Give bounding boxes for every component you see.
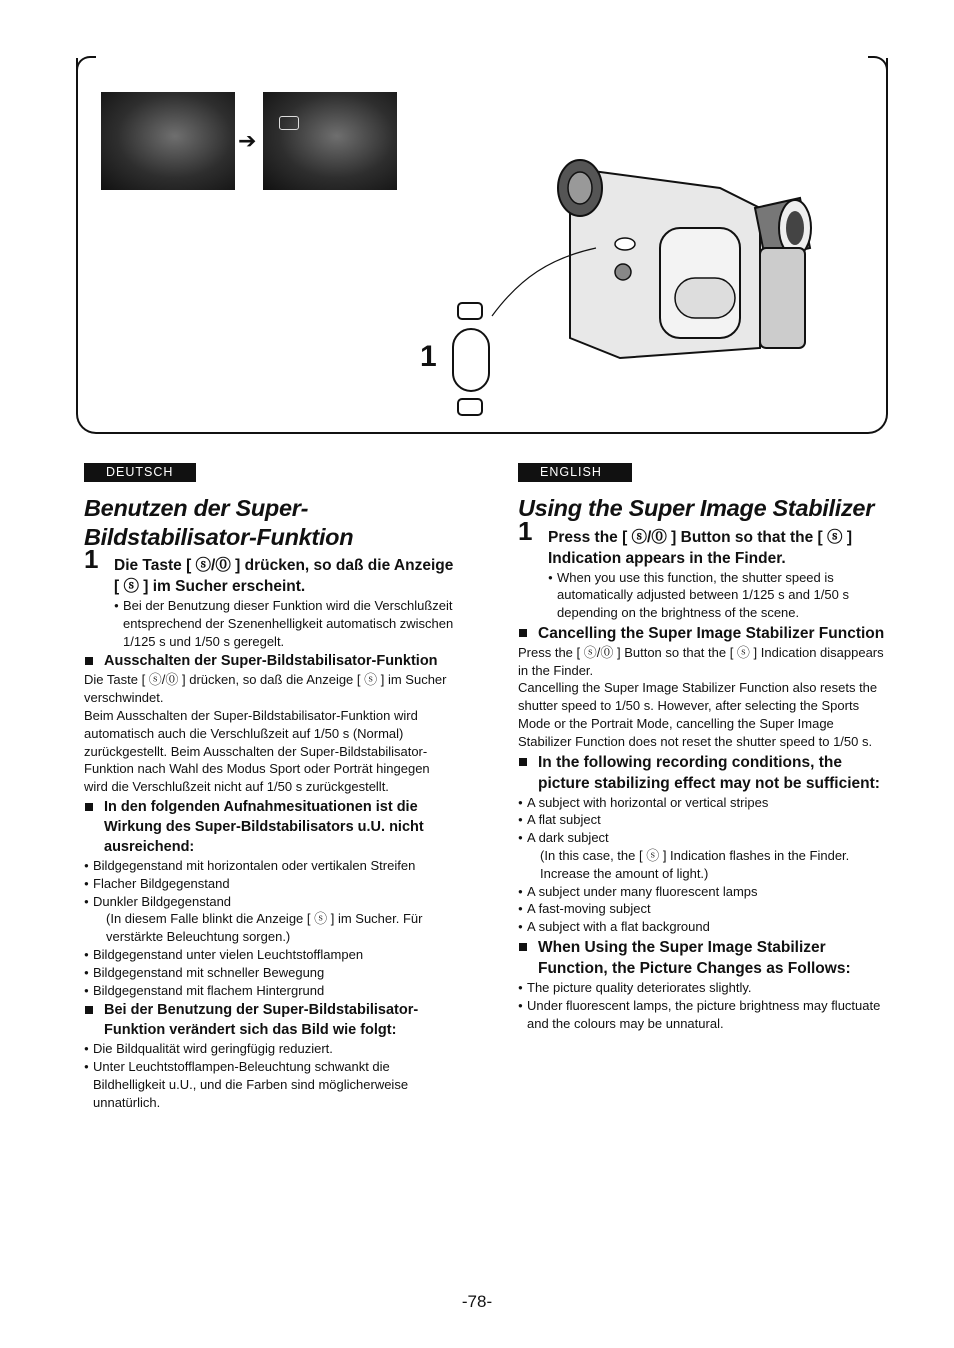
arrow-icon: ➔ bbox=[238, 128, 257, 153]
list-item: ● A subject with a flat background bbox=[518, 918, 890, 936]
list-item: ● A fast-moving subject bbox=[518, 900, 890, 918]
list-item: ● The picture quality deteriorates slightly. bbox=[518, 979, 890, 997]
list-item: ● Bildgegenstand unter vielen Leuchtstofflampen bbox=[84, 946, 456, 964]
section-title: Benutzen der Super-Bildstabilisator-Funktion bbox=[84, 495, 354, 550]
step-heading: Press the [ ⓢ/⓪ ] Button so that the [ ⓢ ] Indication appears in the Finder. bbox=[548, 528, 852, 567]
column-english bbox=[518, 494, 890, 1032]
step-number: 1 bbox=[518, 515, 533, 546]
finder-view-stabilizer bbox=[263, 92, 397, 190]
dark-subject-note: (In this case, the [ ⓢ ] Indication flashes in the Finder. Increase the amount of light.) bbox=[540, 848, 850, 881]
finder-view-normal bbox=[101, 92, 235, 190]
lang-tag-deutsch: DEUTSCH bbox=[84, 463, 196, 482]
list-item: ● Die Bildqualität wird geringfügig reduziert. bbox=[84, 1040, 456, 1058]
conditions-heading: In the following recording conditions, the picture stabilizing effect may not be sufficient: bbox=[518, 752, 890, 794]
list-item: ● Under fluorescent lamps, the picture brightness may fluctuate and the colours may be unnatural. bbox=[518, 997, 890, 1033]
list-item: ● A subject with horizontal or vertical stripes bbox=[518, 794, 890, 812]
list-item: ● Bildgegenstand mit horizontalen oder vertikalen Streifen bbox=[84, 857, 456, 875]
stabilizer-indicator-icon bbox=[279, 116, 299, 130]
list-item: ● Flacher Bildgegenstand bbox=[84, 875, 456, 893]
page-number: -78- bbox=[461, 1292, 493, 1311]
cancel-heading: Cancelling the Super Image Stabilizer Function bbox=[518, 623, 890, 644]
step-number: 1 bbox=[84, 544, 99, 574]
lang-tag-english: ENGLISH bbox=[518, 463, 632, 482]
cancel-paragraph-1: Die Taste [ ⓢ/⓪ ] drücken, so daß die Anzeige [ ⓢ ] im Sucher verschwindet. bbox=[84, 672, 447, 706]
conditions-heading: In den folgenden Aufnahmesituationen ist die Wirkung des Super-Bildstabilisators u.U. nicht ausreichend: bbox=[84, 797, 456, 857]
cancel-heading: Ausschalten der Super-Bildstabilisator-Funktion bbox=[84, 651, 456, 671]
list-item: ● Bildgegenstand mit flachem Hintergrund bbox=[84, 982, 456, 1000]
list-item: ● A subject under many fluorescent lamps bbox=[518, 883, 890, 901]
step-heading: Die Taste [ ⓢ/⓪ ] drücken, so daß die Anzeige [ ⓢ ] im Sucher erscheint. bbox=[114, 557, 454, 595]
step-1 bbox=[84, 544, 456, 650]
picture-changes-heading: When Using the Super Image Stabilizer Function, the Picture Changes as Follows: bbox=[518, 937, 890, 979]
list-item: ● Unter Leuchtstofflampen-Beleuchtung schwankt die Bildhelligkeit u.U., und die Farben sind möglicherweise unnatürlich. bbox=[84, 1058, 456, 1111]
section-title: Using the Super Image Stabilizer bbox=[518, 495, 875, 521]
picture-changes-heading: Bei der Benutzung der Super-Bildstabilisator-Funktion verändert sich das Bild wie folgt: bbox=[84, 1000, 456, 1040]
normal-mode-icon bbox=[457, 398, 483, 416]
cancel-paragraph-2: Beim Ausschalten der Super-Bildstabilisator-Funktion wird automatisch auch die Verschlußzeit auf 1/50 s (Normal) zurückgestellt. Beim Ausschalten der Super-Bildstabilisator-Funktion nach Wahl des Modus Sport oder Porträt hingegen wird die Verschlußzeit nicht auf 1/50 s zurückgestellt. bbox=[84, 707, 430, 795]
list-item: ● Dunkler Bildgegenstand bbox=[84, 893, 456, 911]
column-deutsch bbox=[84, 494, 456, 1112]
step-1 bbox=[518, 515, 890, 622]
cancel-paragraph-2: Cancelling the Super Image Stabilizer Function also resets the shutter speed to 1/50 s. However, after selecting the Sports Mode or the Portrait Mode, cancelling the Super Image Stabilizer Function does not reset the shutter speed to 1/50 s. bbox=[518, 680, 878, 749]
list-item: ● Bildgegenstand mit schneller Bewegung bbox=[84, 964, 456, 982]
list-item: ● A dark subject bbox=[518, 829, 890, 847]
stabilizer-switch bbox=[452, 328, 490, 392]
step-note: ● When you use this function, the shutter speed is automatically adjusted between 1/125 s and 1/50 s depending on the brightness of the scene. bbox=[548, 569, 890, 622]
cancel-paragraph-1: Press the [ ⓢ/⓪ ] Button so that the [ ⓢ ] Indication disappears in the Finder. bbox=[518, 644, 884, 678]
stabilizer-button-icon bbox=[457, 302, 483, 320]
dark-subject-note: (In diesem Falle blinkt die Anzeige [ ⓢ ] im Sucher. Für verstärkte Beleuchtung sorgen.) bbox=[106, 911, 423, 945]
list-item: ● A flat subject bbox=[518, 811, 890, 829]
step-note: ● Bei der Benutzung dieser Funktion wird die Verschlußzeit entsprechend der Szenenhelligkeit automatisch zwischen 1/125 s und 1/50 s geregelt. bbox=[114, 597, 456, 650]
figure-step-number: 1 bbox=[420, 340, 437, 373]
